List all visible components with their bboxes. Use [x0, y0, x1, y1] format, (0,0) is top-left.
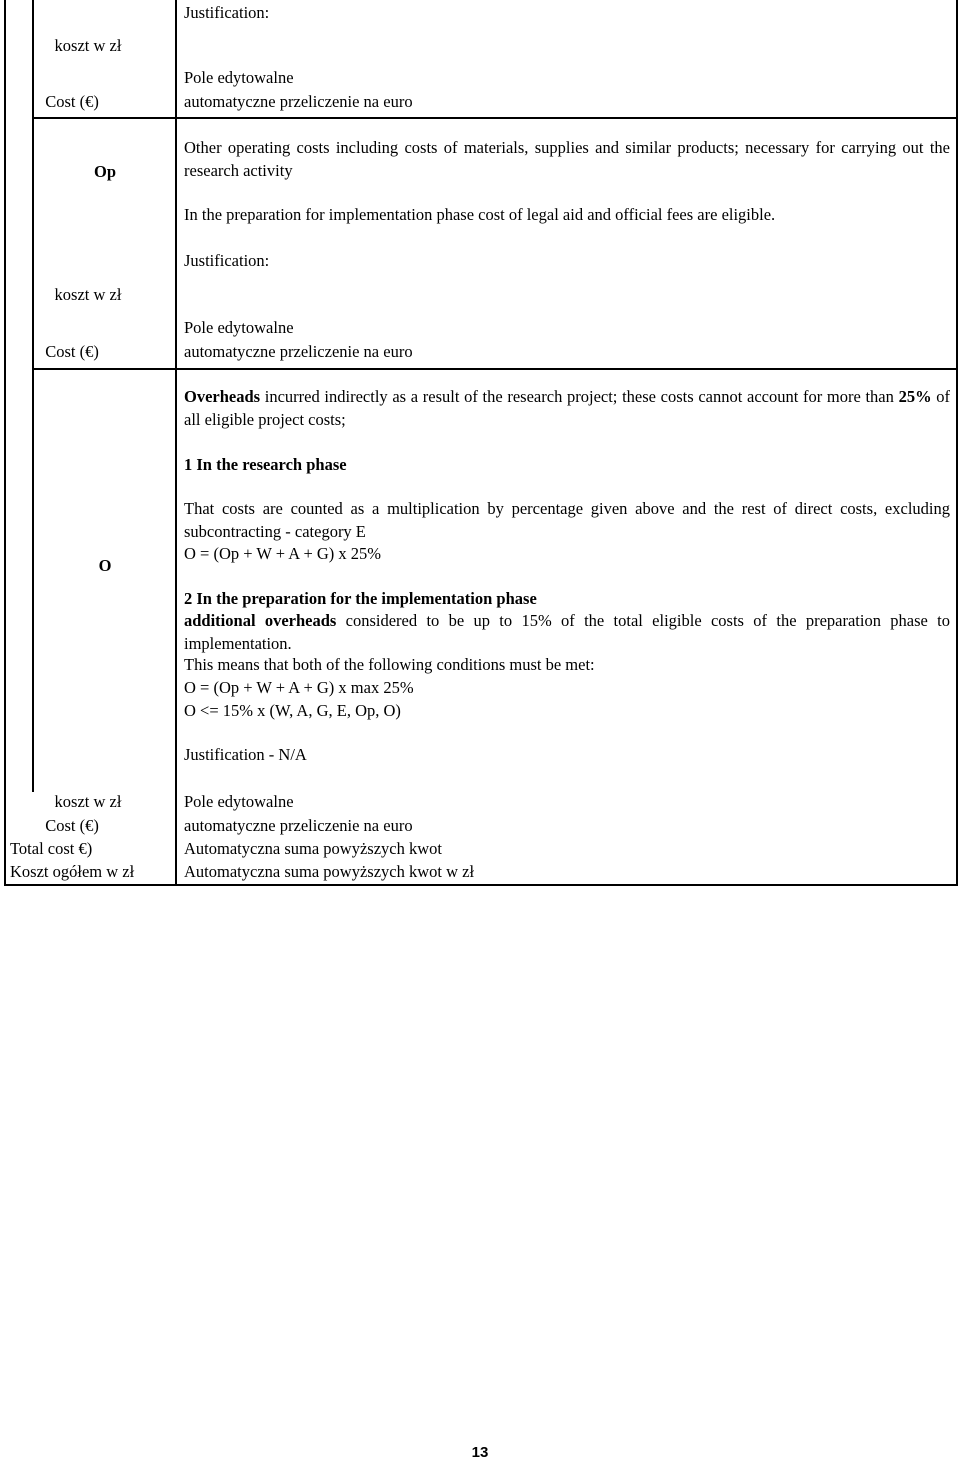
- auto-sum-field: Automatyczna suma powyższych kwot: [184, 839, 442, 858]
- phase2-formula-2: O <= 15% x (W, A, G, E, Op, O): [184, 701, 401, 720]
- justification-label: Justification - N/A: [184, 745, 307, 764]
- cost-eur-label: Cost (€): [45, 816, 99, 835]
- row-divider: [32, 117, 956, 119]
- op-note: In the preparation for implementation phase cost of legal aid and official fees are eligible.: [184, 205, 776, 224]
- cost-eur-label: Cost (€): [45, 342, 99, 361]
- justification-label: Justification:: [184, 3, 270, 22]
- koszt-label: koszt w zł: [54, 792, 122, 811]
- overheads-text: incurred indirectly as a result of the research project; these costs cannot account for more than: [260, 387, 899, 406]
- row-divider: [32, 368, 956, 370]
- cost-eur-label: Cost (€): [45, 92, 99, 111]
- table-left-border: [4, 0, 6, 886]
- phase1-text: That costs are counted as a multiplication by percentage given above and the rest of direct costs, excluding subcontracting - category E: [184, 499, 950, 541]
- category-op-label: Op: [93, 162, 116, 181]
- category-o-label: O: [98, 556, 112, 575]
- koszt-label: koszt w zł: [54, 36, 122, 55]
- koszt-ogolem-label: Koszt ogółem w zł: [10, 862, 135, 881]
- phase2-text-rest: considered to be up to 15% of the total eligible costs of the preparation phase to implementation.: [184, 611, 950, 653]
- auto-euro-field: automatyczne przeliczenie na euro: [184, 342, 413, 361]
- phase2-text: [184, 610, 950, 655]
- table-right-border: [956, 0, 958, 886]
- phase2-conditions: This means that both of the following conditions must be met:: [184, 655, 595, 674]
- koszt-label: koszt w zł: [54, 285, 122, 304]
- auto-euro-field: automatyczne przeliczenie na euro: [184, 816, 413, 835]
- editable-field[interactable]: Pole edytowalne: [184, 68, 294, 87]
- table-bottom-border: [4, 884, 958, 886]
- auto-sum-zl-field: Automatyczna suma powyższych kwot w zł: [184, 862, 475, 881]
- editable-field[interactable]: Pole edytowalne: [184, 318, 294, 337]
- op-description: Other operating costs including costs of materials, supplies and similar products; necessary for carrying out the research activity: [184, 138, 950, 180]
- editable-field[interactable]: Pole edytowalne: [184, 792, 294, 811]
- phase1-formula: O = (Op + W + A + G) x 25%: [184, 544, 382, 563]
- phase2-term: additional overheads: [184, 611, 337, 630]
- phase1-title: 1 In the research phase: [184, 455, 347, 474]
- justification-label: Justification:: [184, 251, 270, 270]
- overheads-percentage: 25%: [898, 387, 932, 406]
- overheads-term: Overheads: [184, 387, 261, 406]
- phase2-title: 2 In the preparation for the implementation phase: [184, 589, 537, 608]
- table-mid-border: [175, 0, 177, 886]
- auto-euro-field: automatyczne przeliczenie na euro: [184, 92, 413, 111]
- phase2-formula-1: O = (Op + W + A + G) x max 25%: [184, 678, 414, 697]
- total-cost-label: Total cost €): [10, 839, 93, 858]
- page-number: 13: [471, 1444, 489, 1461]
- overheads-text-end: of all eligible project costs;: [184, 387, 950, 429]
- overheads-description: [184, 386, 950, 431]
